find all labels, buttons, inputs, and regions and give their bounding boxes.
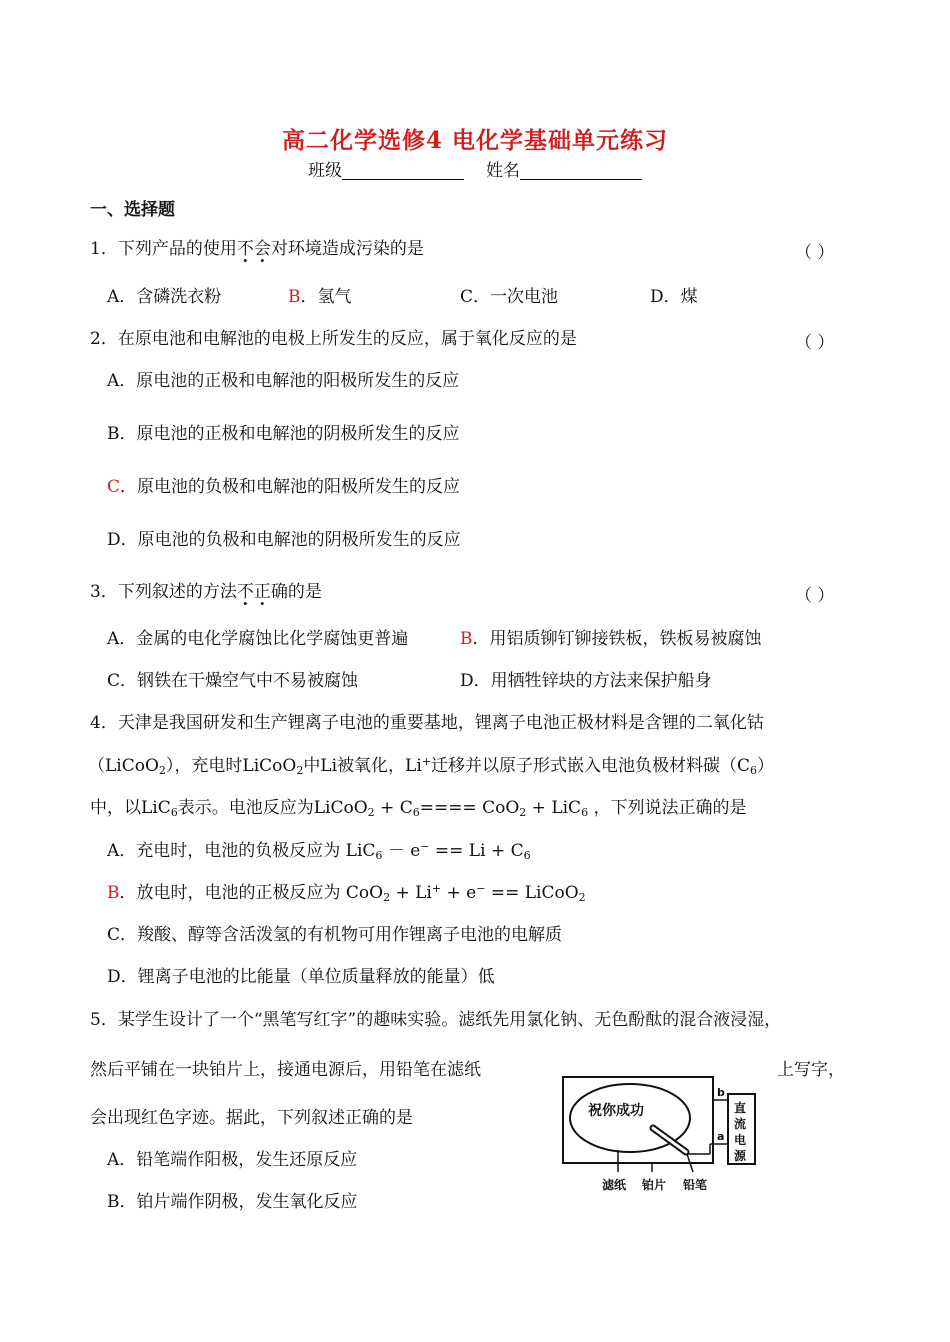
page-title: 高二化学选修4 电化学基础单元练习: [281, 127, 668, 154]
question-3-option-d[interactable]: D．用牺牲锌块的方法来保护船身: [460, 671, 712, 691]
question-2-option-d[interactable]: D．原电池的负极和电解池的阴极所发生的反应: [107, 530, 461, 550]
question-2-option-a[interactable]: A．原电池的正极和电解池的阳极所发生的反应: [107, 371, 460, 391]
class-blank[interactable]: [342, 161, 464, 180]
question-1-option-b[interactable]: B．氢气: [288, 287, 352, 307]
question-4-stem-line3: 中，以LiC$_6$表示。电池反应为LiCoO$_2$ + $C_6==== CoO_2 + LiC_6$ ，下列说法正确的是: [90, 798, 747, 819]
svg-text:流: 流: [734, 1117, 747, 1131]
question-1-option-a[interactable]: A．含磷洗衣粉: [107, 287, 222, 307]
question-3-option-a[interactable]: A．金属的电化学腐蚀比化学腐蚀更普遍: [107, 629, 409, 649]
question-4-stem-line1: 4．天津是我国研发和生产锂离子电池的重要基地，锂离子电池正极材料是含锂的二氧化钴: [90, 713, 764, 733]
electrolysis-figure: [560, 1072, 770, 1197]
question-5-option-a[interactable]: A．铅笔端作阳极，发生还原反应: [107, 1150, 358, 1170]
question-2-option-c[interactable]: C．原电池的负极和电解池的阳极所发生的反应: [107, 477, 461, 497]
question-4-option-d[interactable]: D．锂离子电池的比能量（单位质量释放的能量）低: [107, 967, 495, 987]
svg-text:源: 源: [734, 1149, 747, 1163]
question-5-stem-line3: 会出现红色字迹。据此，下列叙述正确的是: [90, 1108, 413, 1128]
question-4-stem-line2: （LiCoO$_2$），充电时LiCoO$_2$中Li被氧化，Li+迁移并以原子形式嵌入电池负极材料碳$(C_6)$: [88, 755, 774, 777]
question-5-stem-line2a: 然后平铺在一块铂片上，接通电源后，用铅笔在滤纸: [90, 1060, 481, 1080]
question-2-stem: 2．在原电池和电解池的电极上所发生的反应，属于氧化反应的是: [90, 329, 577, 349]
terminal-b-label: b: [717, 1086, 725, 1099]
answer-bracket-1[interactable]: （ ）: [795, 243, 835, 263]
pencil-label: 铅笔: [683, 1178, 708, 1192]
student-info-line: [0, 156, 950, 181]
plate-label: 铂片: [642, 1178, 667, 1192]
question-4-option-c[interactable]: C．羧酸、醇等含活泼氢的有机物可用作锂离子电池的电解质: [107, 925, 563, 945]
question-5-stem-line2b: 上写字，: [777, 1060, 845, 1080]
question-3-stem: 3．下列叙述的方法不正确的是: [90, 582, 322, 602]
name-blank[interactable]: [520, 161, 642, 180]
question-5-stem-line1: 5．某学生设计了一个“黑笔写红字”的趣味实验。滤纸先用氯化钠、无色酚酞的混合液浸湿，: [90, 1010, 782, 1030]
question-5-option-b[interactable]: B．铂片端作阴极，发生氧化反应: [107, 1192, 358, 1212]
terminal-a-label: a: [717, 1130, 725, 1143]
section-heading: 一、选择题: [90, 200, 175, 220]
answer-bracket-3[interactable]: （ ）: [795, 586, 835, 606]
paper-label: 滤纸: [602, 1178, 627, 1192]
class-label: 班级: [308, 161, 342, 181]
question-4-option-a[interactable]: A．充电时，电池的负极反应为 $LiC_6 - e^- == Li + C_6$: [107, 840, 531, 862]
question-3-option-b[interactable]: B．用铝质铆钉铆接铁板，铁板易被腐蚀: [460, 629, 762, 649]
question-1-option-c[interactable]: C．一次电池: [460, 287, 559, 307]
question-4-option-b[interactable]: B．放电时，电池的正极反应为 CoO$_2$ + Li+ + e− == LiCoO$_2$: [107, 882, 586, 904]
svg-text:电: 电: [734, 1133, 747, 1147]
question-1-stem: 1．下列产品的使用不会对环境造成污染的是: [90, 239, 424, 259]
question-1-option-d[interactable]: D．煤: [650, 287, 698, 307]
answer-bracket-2[interactable]: （ ）: [795, 333, 835, 353]
question-3-option-c[interactable]: C．钢铁在干燥空气中不易被腐蚀: [107, 671, 359, 691]
svg-text:直: 直: [734, 1101, 747, 1115]
name-label: 姓名: [486, 161, 520, 181]
oval-text: 祝你成功: [588, 1103, 644, 1119]
question-2-option-b[interactable]: B．原电池的正极和电解池的阴极所发生的反应: [107, 424, 460, 444]
